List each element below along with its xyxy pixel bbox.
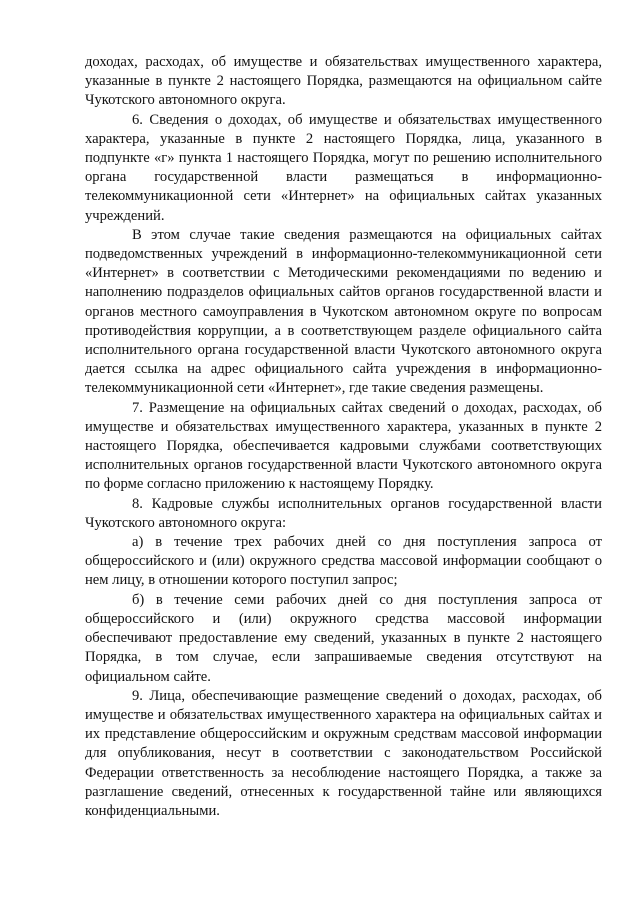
paragraph-item-6-detail: В этом случае такие сведения размещаются на официальных сайтах подведомственных учреждений в информационно-телекоммуникационной сети «Интернет» в соответствии с Методическими рекомендациями по ведению и наполнению подразделов официальных сайтов органов государственной власти и органов местного самоуправления в Чукотском автономном округе по вопросам противодействия коррупции, а в соответствующем разделе официального сайта исполнительного органа государственной власти Чукотского автономного округа дается ссылка на адрес официального сайта учреждения в информационно-телекоммуникационной сети «Интернет», где такие сведения размещены. [85,226,602,397]
document-page [85,53,602,821]
paragraph-item-9: 9. Лица, обеспечивающие размещение сведений о доходах, расходах, об имуществе и обязательствах имущественного характера на официальных сайтах и их представление общероссийским и окружным средствам массовой информации для опубликования, несут в соответствии с законодательством Российской Федерации ответственность за несоблюдение настоящего Порядка, а также за разглашение сведений, отнесенных к государственной тайне или являющихся конфиденциальными. [85,687,602,819]
paragraph-item-8: 8. Кадровые службы исполнительных органов государственной власти Чукотского автономного округа: [85,495,602,531]
paragraph-item-7: 7. Размещение на официальных сайтах сведений о доходах, расходах, об имуществе и обязательствах имущественного характера, указанных в пункте 2 настоящего Порядка, обеспечивается кадровыми службами соответствующих исполнительных органов государственной власти Чукотского автономного округа по форме согласно приложению к настоящему Порядку. [85,399,602,493]
paragraph-continuation: доходах, расходах, об имуществе и обязательствах имущественного характера, указанные в пункте 2 настоящего Порядка, размещаются на официальном сайте Чукотского автономного округа. [85,54,602,109]
paragraph-item-6: 6. Сведения о доходах, об имуществе и обязательствах имущественного характера, указанные в пункте 2 настоящего Порядка, лица, указанного в подпункте «г» пункта 1 настоящего Порядка, могут по решению исполнительного органа государственной власти размещаться в информационно-телекоммуникационной сети «Интернет» на официальных сайтах указанных учреждений. [85,111,602,224]
paragraph-item-8a: а) в течение трех рабочих дней со дня поступления запроса от общероссийского и (или) окружного средства массовой информации сообщают о нем лицу, в отношении которого поступил запрос; [85,534,602,589]
paragraph-item-8b: б) в течение семи рабочих дней со дня поступления запроса от общероссийского и (или) окружного средства массовой информации обеспечивают предоставление ему сведений, указанных в пункте 2 настоящего Порядка, в том случае, если запрашиваемые сведения отсутствуют на официальном сайте. [85,591,602,685]
